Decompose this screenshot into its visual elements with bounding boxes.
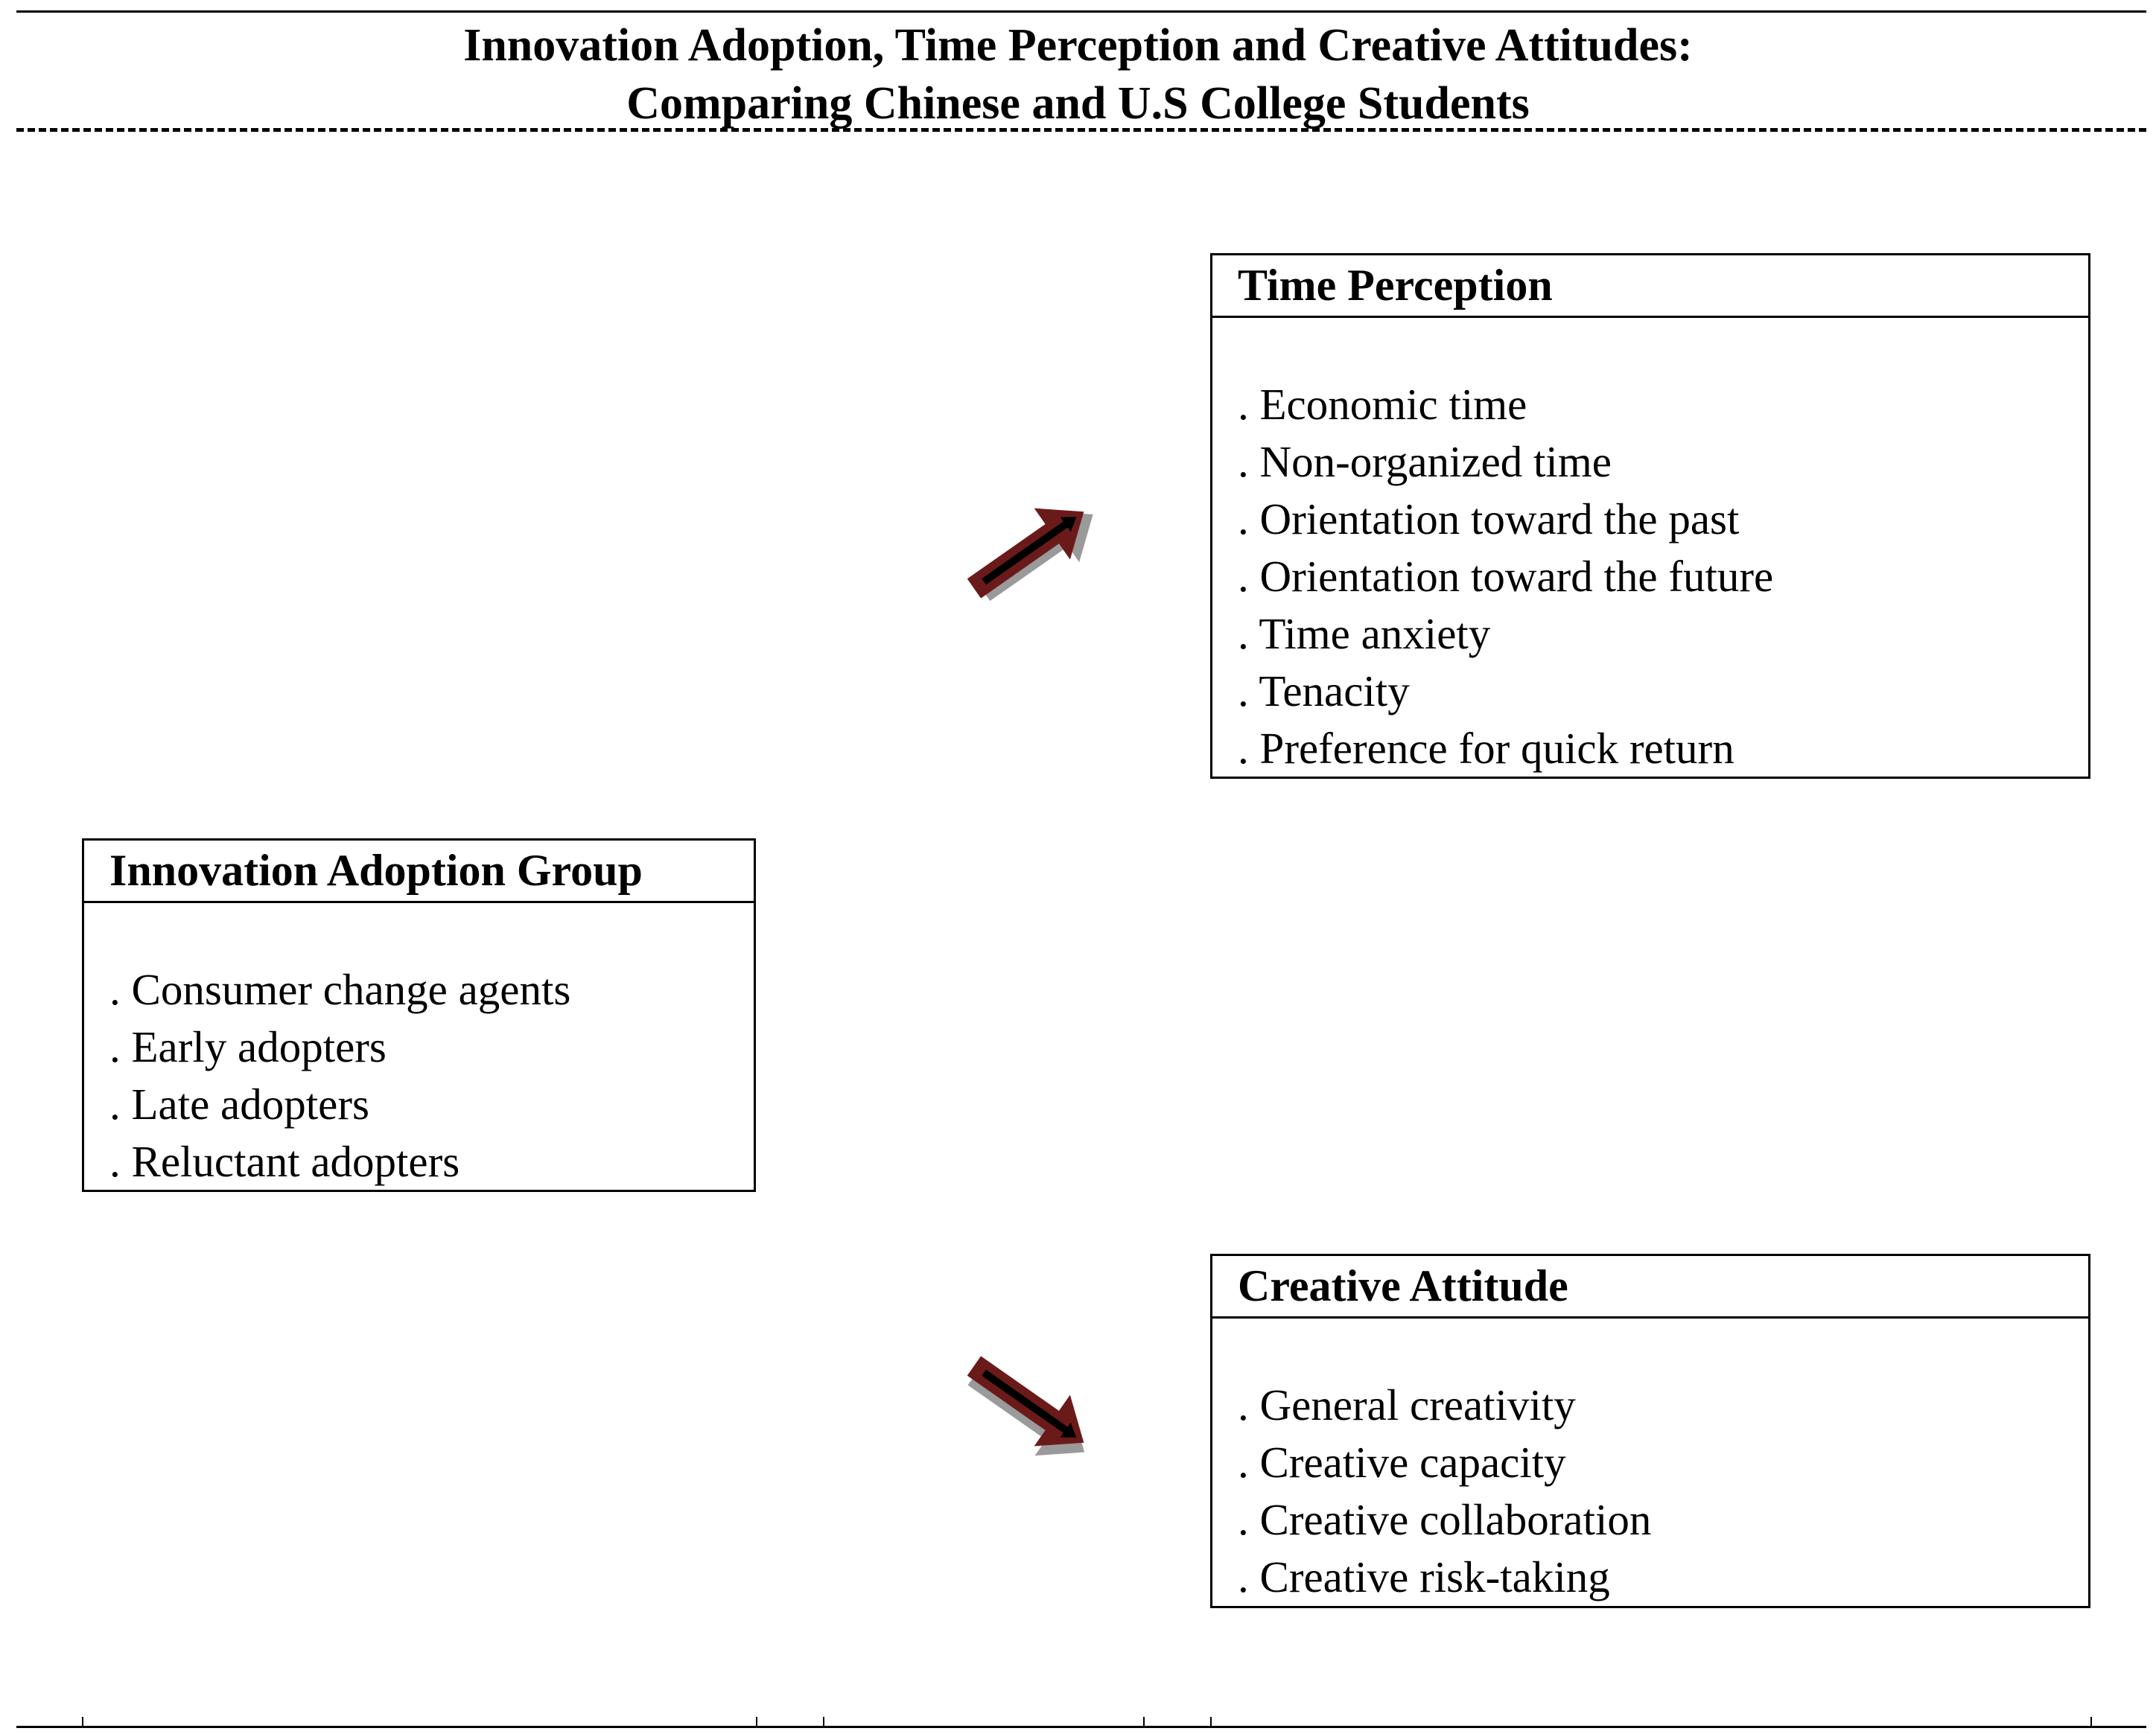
bottom-tick bbox=[1210, 1717, 1212, 1726]
list-item: . Consumer change agents bbox=[109, 965, 571, 1014]
bottom-tick bbox=[2090, 1717, 2092, 1726]
list-item: . Economic time bbox=[1238, 380, 1527, 429]
list-item: . Preference for quick return bbox=[1238, 724, 1734, 773]
creative-attitude-box bbox=[1210, 1254, 2090, 1608]
bottom-rule bbox=[16, 1726, 2146, 1728]
arrow-to-creative-attitude-icon bbox=[953, 1336, 1102, 1470]
figure-title bbox=[0, 16, 2156, 133]
bottom-tick bbox=[82, 1717, 83, 1726]
list-item: . Creative capacity bbox=[1238, 1438, 1566, 1487]
arrow-to-time-perception-icon bbox=[953, 484, 1102, 618]
list-item: . Creative collaboration bbox=[1238, 1495, 1652, 1544]
list-item: . Reluctant adopters bbox=[109, 1137, 460, 1186]
time-perception-box bbox=[1210, 253, 2090, 779]
creative-attitude-list bbox=[1212, 1319, 2088, 1606]
title-line-1: Innovation Adoption, Time Perception and Creative Attitudes: bbox=[463, 20, 1693, 71]
innovation-adoption-header: Innovation Adoption Group bbox=[84, 841, 754, 903]
list-item: . Time anxiety bbox=[1238, 609, 1491, 658]
list-item: . Orientation toward the future bbox=[1238, 552, 1774, 601]
title-divider bbox=[16, 128, 2146, 132]
title-line-2: Comparing Chinese and U.S College Students bbox=[626, 78, 1530, 129]
innovation-adoption-list bbox=[84, 903, 754, 1190]
list-item: . Orientation toward the past bbox=[1238, 494, 1740, 544]
bottom-tick bbox=[1143, 1717, 1145, 1726]
time-perception-list bbox=[1212, 318, 2088, 777]
list-item: . Creative risk-taking bbox=[1238, 1552, 1610, 1601]
list-item: . Late adopters bbox=[109, 1080, 369, 1129]
creative-attitude-header: Creative Attitude bbox=[1212, 1256, 2088, 1319]
list-item: . Early adopters bbox=[109, 1022, 387, 1071]
top-rule bbox=[16, 10, 2146, 13]
innovation-adoption-box bbox=[82, 838, 756, 1192]
bottom-tick bbox=[756, 1717, 757, 1726]
time-perception-header: Time Perception bbox=[1212, 255, 2088, 318]
list-item: . General creativity bbox=[1238, 1380, 1576, 1429]
list-item: . Tenacity bbox=[1238, 666, 1410, 715]
list-item: . Non-organized time bbox=[1238, 437, 1612, 486]
bottom-tick bbox=[823, 1717, 824, 1726]
